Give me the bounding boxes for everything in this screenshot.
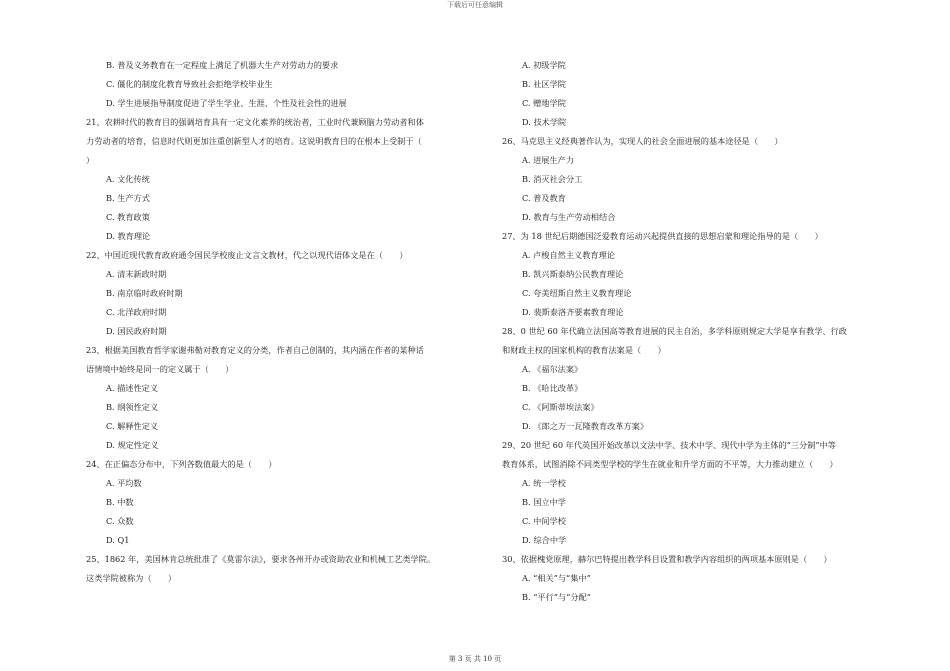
answer-option: B. 生产方式 bbox=[106, 193, 150, 203]
question-text: ） bbox=[86, 155, 95, 165]
question-text: 26、马克思主义经典著作认为，实现人的社会全面进展的基本途径是（ ） bbox=[502, 136, 783, 146]
question-text: 21、农耕时代的教育目的强调培育具有一定文化素养的统治者，工业时代兼顾脑力劳动者和体 bbox=[86, 117, 424, 127]
answer-option: B. 消灭社会分工 bbox=[522, 174, 583, 184]
answer-option: B. 社区学院 bbox=[522, 79, 566, 89]
question-text: 这类学院被称为（ ） bbox=[86, 573, 177, 583]
answer-option: A. 卢梭自然主义教育理论 bbox=[522, 250, 615, 260]
answer-option: C. 中间学校 bbox=[522, 516, 566, 526]
answer-option: A. 文化传统 bbox=[106, 174, 150, 184]
question-text: 28、0 世纪 60 年代确立法国高等教育进展的民主自治，多学科原则规定大学是享有教学、行政 bbox=[502, 326, 847, 336]
answer-option: D. 《郎之万一瓦隆教育改革方案》 bbox=[522, 421, 649, 431]
answer-option: D. 综合中学 bbox=[522, 535, 567, 545]
answer-option: C. 教育政策 bbox=[106, 212, 150, 222]
answer-option: A. 平均数 bbox=[106, 478, 142, 488]
question-text: 30、依据槐党原理，赫尔巴特提出教学科目设置和教学内容组织的两项基本原则是（ ） bbox=[502, 554, 832, 564]
answer-option: D. 裴斯泰洛齐要素教育理论 bbox=[522, 307, 624, 317]
right-column bbox=[502, 56, 902, 607]
question-text: 22、中国近现代教育政府通令国民学校废止文言文教材，代之以现代语体文是在（ ） bbox=[86, 250, 408, 260]
answer-option: C. 僵化的制度化教育导致社会拒绝学校毕业生 bbox=[106, 79, 273, 89]
answer-option: A. 统一学校 bbox=[522, 478, 566, 488]
question-text: 23、根据美国教育哲学家谢弗勒对教育定义的分类，作者自己创制的，其内涵在作者的某种话 bbox=[86, 345, 424, 355]
answer-option: C. 赠地学院 bbox=[522, 98, 566, 108]
answer-option: D. 学生进展指导制度促进了学生学业、生涯、个性及社会性的进展 bbox=[106, 98, 347, 108]
answer-option: A. “相关”与“集中” bbox=[522, 573, 591, 583]
answer-option: D. 技术学院 bbox=[522, 117, 567, 127]
answer-option: B. 凯兴斯泰纳公民教育理论 bbox=[522, 269, 624, 279]
page-header: 下载后可任意编辑 bbox=[447, 1, 503, 9]
page-footer: 第 3 页 共 10 页 bbox=[448, 655, 502, 663]
answer-option: B. 南京临时政府时期 bbox=[106, 288, 183, 298]
question-text: 29、20 世纪 60 年代英国开始改革以文法中学、技术中学、现代中学为主体的“三分制”中等 bbox=[502, 440, 836, 450]
question-text: 力劳动者的培育，信息时代则更加注重创新型人才的培育。这说明教育目的在根本上受制于（ bbox=[86, 136, 422, 146]
answer-option: C. 夸美纽斯自然主义教育理论 bbox=[522, 288, 632, 298]
answer-option: B. “平行”与“分配” bbox=[522, 592, 591, 602]
question-text: 语情境中始终是同一的定义属于（ ） bbox=[86, 364, 234, 374]
answer-option: D. 教育与生产劳动相结合 bbox=[522, 212, 616, 222]
answer-option: A. 进展生产力 bbox=[522, 155, 575, 165]
answer-option: D. 规定性定义 bbox=[106, 440, 159, 450]
answer-option: C. 《阿斯蒂埃法案》 bbox=[522, 402, 599, 412]
answer-option: A. 初级学院 bbox=[522, 60, 566, 70]
answer-option: A. 描述性定义 bbox=[106, 383, 159, 393]
answer-option: D. Q1 bbox=[106, 535, 130, 545]
answer-option: C. 众数 bbox=[106, 516, 134, 526]
answer-option: A. 清末新政时期 bbox=[106, 269, 167, 279]
question-text: 25、1862 年，美国林肯总统批准了《莫雷尔法》，要求各州开办或资助农业和机械工艺类学院。 bbox=[86, 554, 436, 564]
answer-option: B. 中数 bbox=[106, 497, 134, 507]
answer-option: B. 普及义务教育在一定程度上满足了机器大生产对劳动力的要求 bbox=[106, 60, 339, 70]
question-text: 27、为 18 世纪后期德国泛爱教育运动兴起提供直接的思想启蒙和理论指导的是（ ） bbox=[502, 231, 823, 241]
answer-option: C. 普及教育 bbox=[522, 193, 566, 203]
question-text: 教育体系，试图消除不同类型学校的学生在就业和升学方面的不平等，大力推动建立（ ） bbox=[502, 459, 838, 469]
question-text: 24、在正偏态分布中，下列各数值最大的是（ ） bbox=[86, 459, 277, 469]
answer-option: C. 北洋政府时期 bbox=[106, 307, 167, 317]
answer-option: B. 纲领性定义 bbox=[106, 402, 159, 412]
answer-option: B. 《哈比改革》 bbox=[522, 383, 583, 393]
answer-option: C. 解释性定义 bbox=[106, 421, 159, 431]
answer-option: B. 国立中学 bbox=[522, 497, 566, 507]
question-text: 和财政主权的国家机构的教育法案是（ ） bbox=[502, 345, 666, 355]
answer-option: D. 国民政府时期 bbox=[106, 326, 167, 336]
left-column bbox=[86, 56, 488, 588]
answer-option: A. 《福尔法案》 bbox=[522, 364, 583, 374]
answer-option: D. 教育理论 bbox=[106, 231, 151, 241]
